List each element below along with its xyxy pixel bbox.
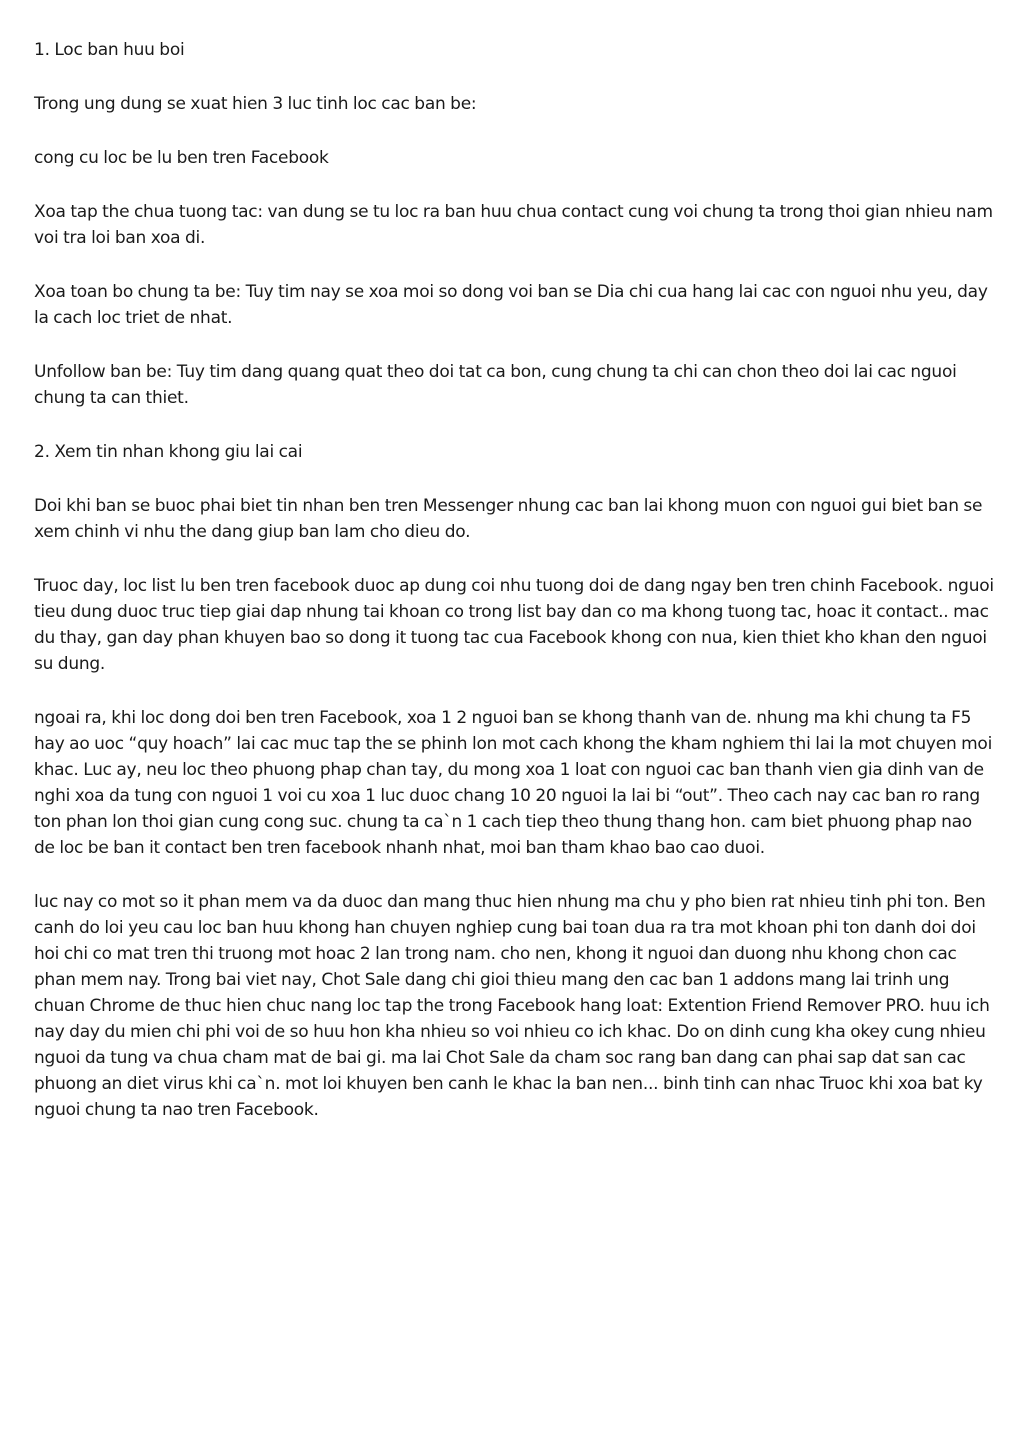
paragraph-messenger: Doi khi ban se buoc phai biet tin nhan ben tren Messenger nhung cac ban lai khong muon con nguoi gui biet ban se xem chinh vi nhu the dang giup ban lam cho dieu do. <box>34 496 983 542</box>
paragraph-intro: Trong ung dung se xuat hien 3 luc tinh loc cac ban be: <box>34 94 477 114</box>
paragraph-tool-title: cong cu loc be lu ben tren Facebook <box>34 148 329 168</box>
document-page <box>34 37 994 1151</box>
paragraph-option-delete-all: Xoa toan bo chung ta be: Tuy tim nay se xoa moi so dong voi ban se Dia chi cua hang lai cac con nguoi nhu yeu, day la cach loc triet de nhat. <box>34 282 988 328</box>
paragraph-background: Truoc day, loc list lu ben tren facebook duoc ap dung coi nhu tuong doi de dang ngay ben tren chinh Facebook. nguoi tieu dung duoc truc tiep giai dap nhung tai khoan co trong list bay dan co ma khong tuong tac, hoac it contact.. mac du thay, gan day phan khuyen bao so dong it tuong tac cua Facebook khong con nua, kien thiet kho khan den nguoi su dung. <box>34 576 994 674</box>
paragraph-manual-filtering: ngoai ra, khi loc dong doi ben tren Facebook, xoa 1 2 nguoi ban se khong thanh van de. nhung ma khi chung ta F5 hay ao uoc “quy hoach” lai cac muc tap the se phinh lon mot cach khong the kham nghiem thi lai la mot chuyen moi khac. Luc ay, neu loc theo phuong phap chan tay, du mong xoa 1 loat con nguoi cac ban thanh vien gia dinh van de nghi xoa da tung con nguoi 1 voi cu xoa 1 luc duoc chang 10 20 nguoi la lai bi “out”. Theo cach nay cac ban ro rang ton phan lon thoi gian cung cong suc. chung ta ca`n 1 cach tiep theo thung thang hon. cam biet phuong phap nao de loc be ban it contact ben tren facebook nhanh nhat, moi ban tham khao bao cao duoi. <box>34 708 993 858</box>
section-heading-1: 1. Loc ban huu boi <box>34 40 185 60</box>
section-heading-2: 2. Xem tin nhan khong giu lai cai <box>34 442 303 462</box>
paragraph-extension-recommendation: luc nay co mot so it phan mem va da duoc dan mang thuc hien nhung ma chu y pho bien rat nhieu tinh phi ton. Ben canh do loi yeu cau loc ban huu khong han chuyen nghiep cung bai toan dua ra tra mot khoan phi ton danh doi doi hoi chi co mat tren thi truong mot hoac 2 lan trong nam. cho nen, khong it nguoi dan duong nhu khong chon cac phan mem nay. Trong bai viet nay, Chot Sale dang chi gioi thieu mang den cac ban 1 addons mang lai trinh ung chuan Chrome de thuc hien chuc nang loc tap the trong Facebook hang loat: Extention Friend Remover PRO. huu ich nay day du mien chi phi voi de so huu hon kha nhieu so voi nhieu co ich khac. Do on dinh cung kha okey cung nhieu nguoi da tung va chua cham mat de bai gi. ma lai Chot Sale da cham soc rang ban dang can phai sap dat san cac phuong an diet virus khi ca`n. mot loi khuyen ben canh le khac la ban nen... binh tinh can nhac Truoc khi xoa bat ky nguoi chung ta nao tren Facebook. <box>34 892 990 1120</box>
paragraph-option-delete-inactive: Xoa tap the chua tuong tac: van dung se tu loc ra ban huu chua contact cung voi chung ta trong thoi gian nhieu nam voi tra loi ban xoa di. <box>34 202 993 248</box>
paragraph-option-unfollow: Unfollow ban be: Tuy tim dang quang quat theo doi tat ca bon, cung chung ta chi can chon theo doi lai cac nguoi chung ta can thiet. <box>34 362 957 408</box>
